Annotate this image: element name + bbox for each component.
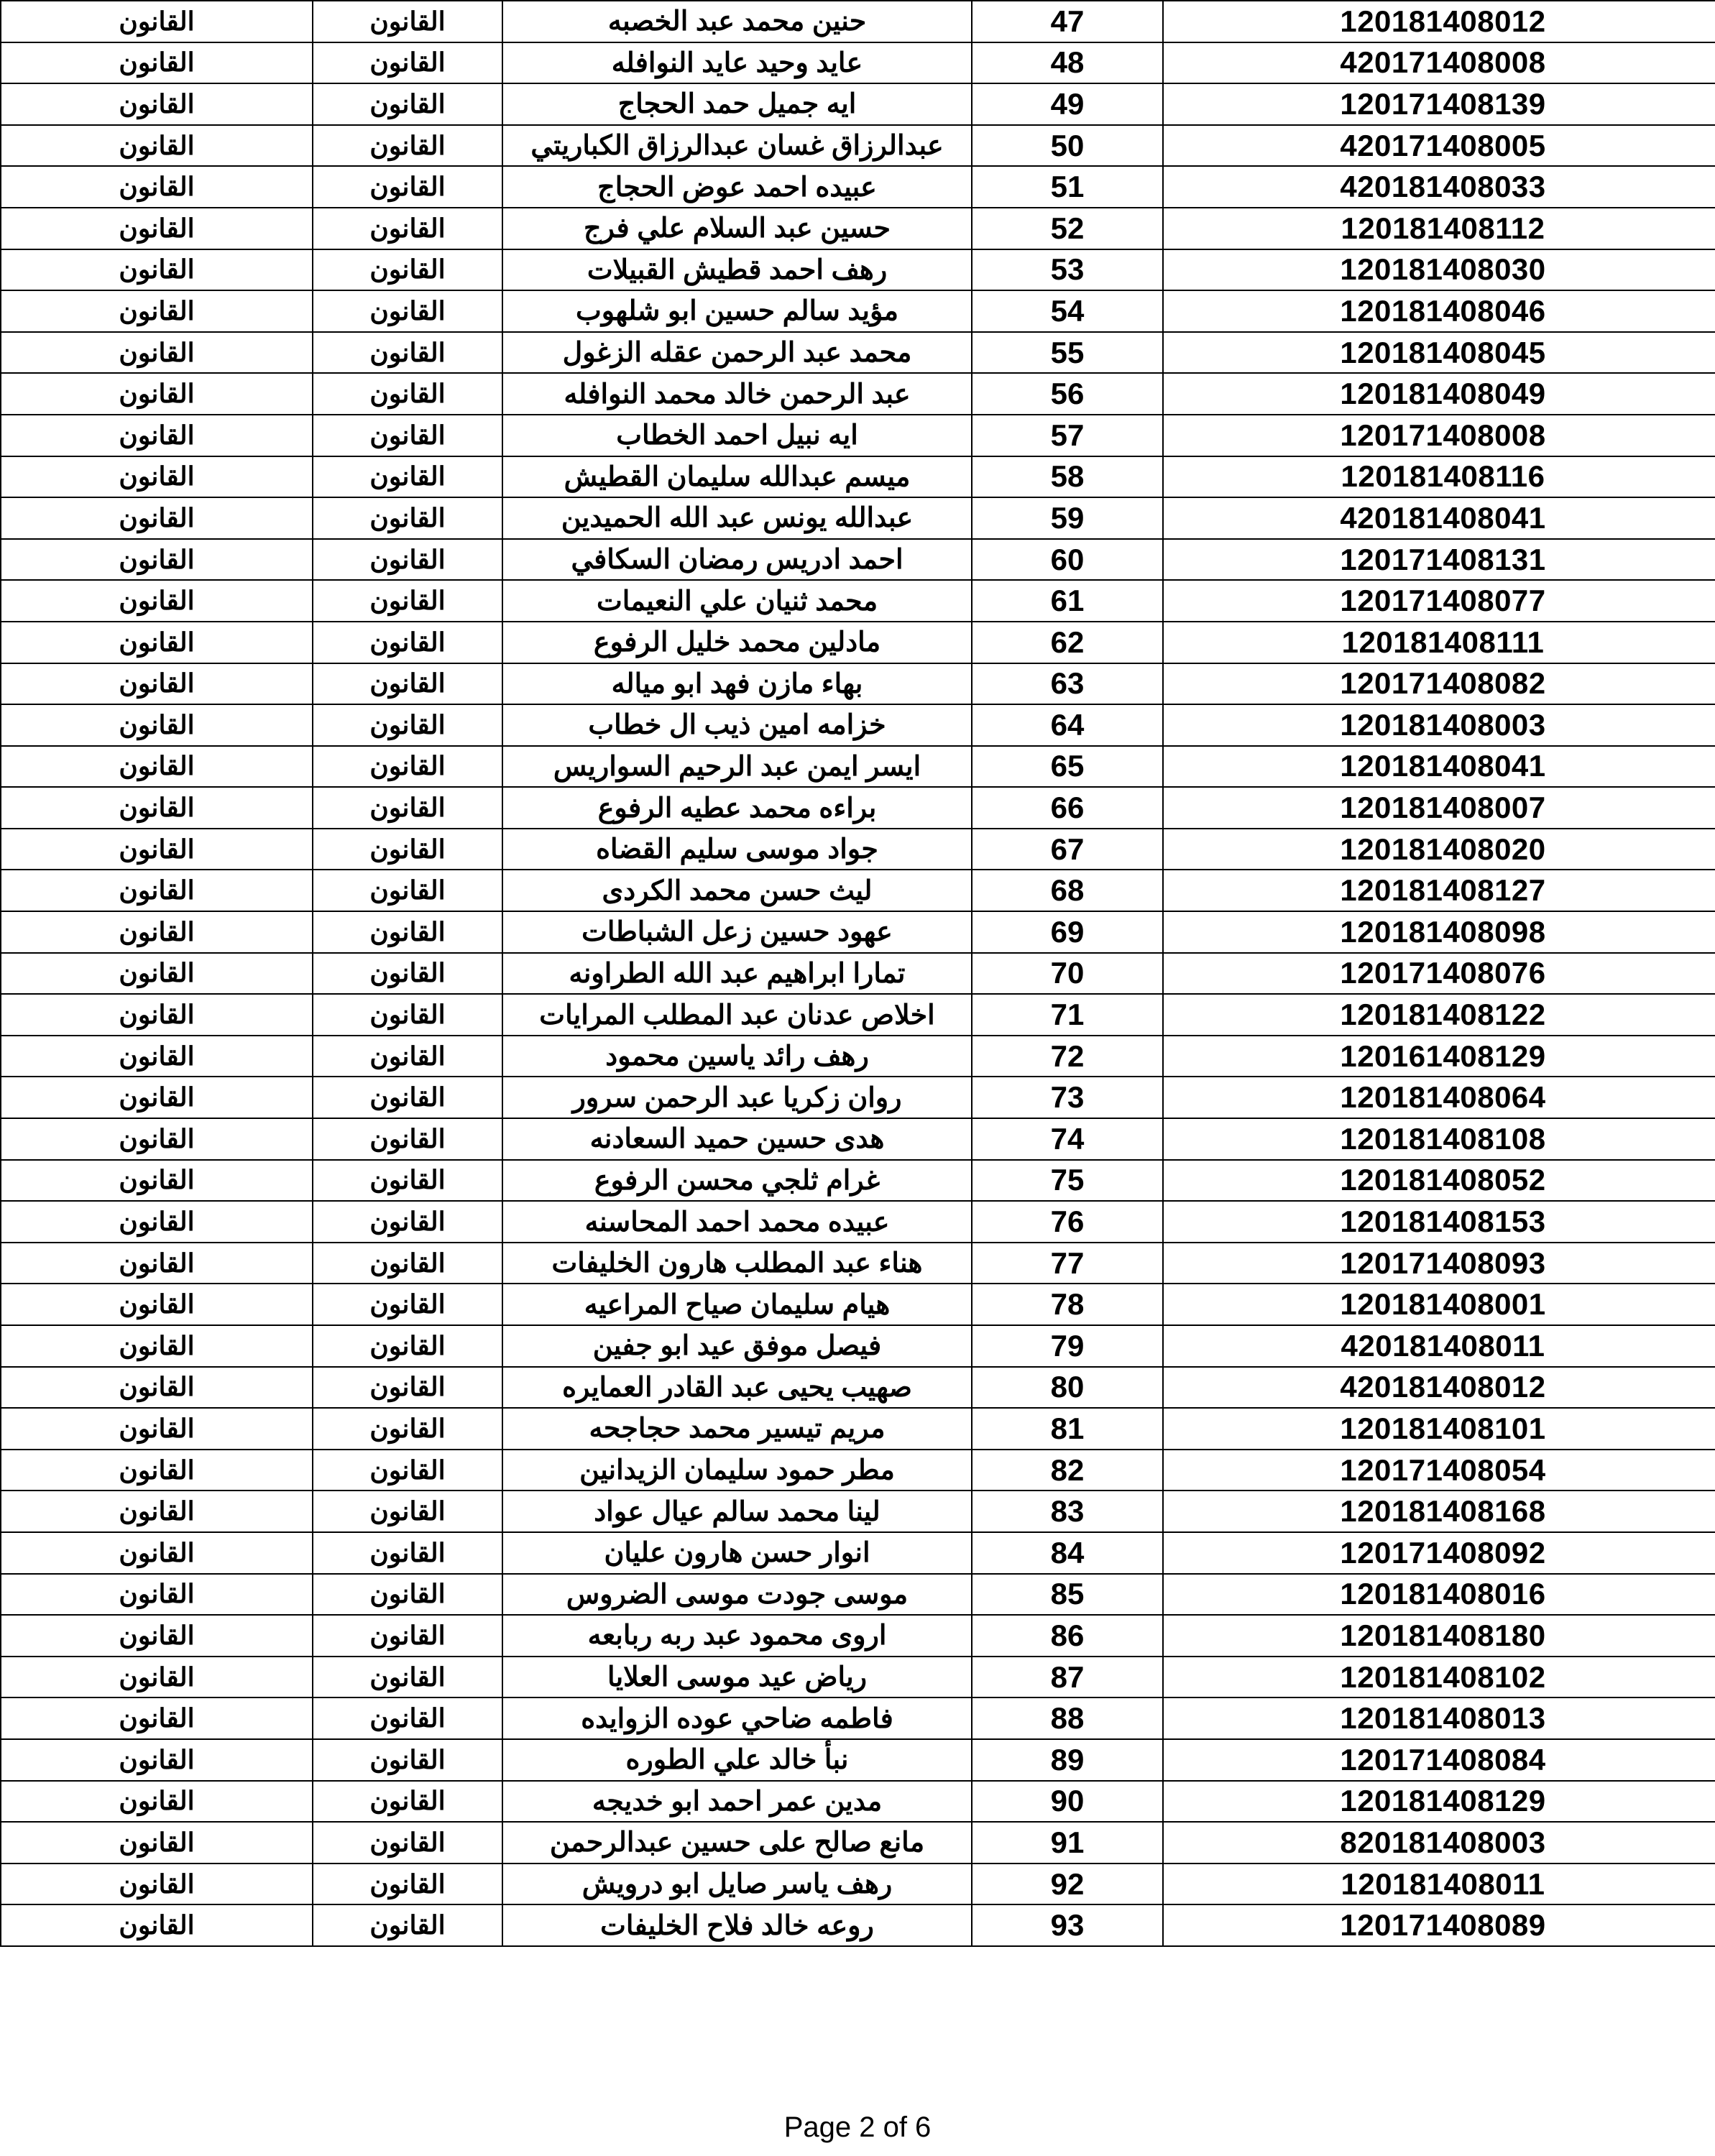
department-cell: القانون	[313, 622, 502, 663]
serial-number-cell: 58	[972, 456, 1163, 498]
table-row	[1, 415, 1715, 456]
student-id-cell: 120181408108	[1163, 1118, 1715, 1160]
department-cell: القانون	[313, 1284, 502, 1325]
student-id-cell: 420181408011	[1163, 1325, 1715, 1367]
student-name-cell: جواد موسى سليم القضاه	[502, 829, 972, 870]
section-cell: القانون	[1, 870, 313, 911]
section-cell: القانون	[1, 208, 313, 249]
table-row	[1, 1408, 1715, 1450]
table-row	[1, 290, 1715, 332]
department-cell: القانون	[313, 580, 502, 622]
student-name-cell: هناء عبد المطلب هارون الخليفات	[502, 1243, 972, 1284]
serial-number-cell: 56	[972, 373, 1163, 415]
serial-number-cell: 73	[972, 1077, 1163, 1118]
table-row	[1, 1697, 1715, 1739]
serial-number-cell: 48	[972, 42, 1163, 84]
student-name-cell: محمد ثنيان علي النعيمات	[502, 580, 972, 622]
section-cell: القانون	[1, 1657, 313, 1698]
serial-number-cell: 78	[972, 1284, 1163, 1325]
student-id-cell: 120171408076	[1163, 953, 1715, 995]
student-id-cell: 120181408045	[1163, 332, 1715, 374]
serial-number-cell: 89	[972, 1739, 1163, 1781]
serial-number-cell: 71	[972, 994, 1163, 1036]
section-cell: القانون	[1, 249, 313, 291]
table-row	[1, 1367, 1715, 1409]
serial-number-cell: 84	[972, 1532, 1163, 1574]
student-id-cell: 120171408077	[1163, 580, 1715, 622]
table-row	[1, 787, 1715, 829]
student-id-cell: 120171408139	[1163, 83, 1715, 125]
table-row	[1, 373, 1715, 415]
student-name-cell: عهود حسين زعل الشباطات	[502, 911, 972, 953]
section-cell: القانون	[1, 1532, 313, 1574]
serial-number-cell: 82	[972, 1450, 1163, 1491]
serial-number-cell: 65	[972, 746, 1163, 788]
student-id-cell: 120181408129	[1163, 1781, 1715, 1823]
section-cell: القانون	[1, 497, 313, 539]
table-row	[1, 1, 1715, 42]
student-name-cell: عبيده محمد احمد المحاسنه	[502, 1201, 972, 1243]
serial-number-cell: 55	[972, 332, 1163, 374]
serial-number-cell: 77	[972, 1243, 1163, 1284]
student-id-cell: 120181408180	[1163, 1615, 1715, 1657]
student-name-cell: عبدالله يونس عبد الله الحميدين	[502, 497, 972, 539]
student-name-cell: رهف رائد ياسين محمود	[502, 1036, 972, 1077]
department-cell: القانون	[313, 870, 502, 911]
student-name-cell: رهف ياسر صايل ابو درويش	[502, 1864, 972, 1905]
section-cell: القانون	[1, 704, 313, 746]
department-cell: القانون	[313, 1077, 502, 1118]
table-row	[1, 539, 1715, 581]
department-cell: القانون	[313, 1697, 502, 1739]
section-cell: القانون	[1, 829, 313, 870]
section-cell: القانون	[1, 1160, 313, 1202]
table-row	[1, 332, 1715, 374]
student-name-cell: مادلين محمد خليل الرفوع	[502, 622, 972, 663]
student-id-cell: 120181408012	[1163, 1, 1715, 42]
section-cell: القانون	[1, 332, 313, 374]
student-name-cell: مانع صالح على حسين عبدالرحمن	[502, 1822, 972, 1864]
department-cell: القانون	[313, 415, 502, 456]
department-cell: القانون	[313, 1574, 502, 1616]
student-name-cell: حنين محمد عبد الخصبه	[502, 1, 972, 42]
student-name-cell: ايسر ايمن عبد الرحيم السواريس	[502, 746, 972, 788]
student-name-cell: فاطمه ضاحي عوده الزوايده	[502, 1697, 972, 1739]
student-name-cell: مدين عمر احمد ابو خديجه	[502, 1781, 972, 1823]
student-name-cell: رياض عيد موسى العلايا	[502, 1657, 972, 1698]
department-cell: القانون	[313, 1367, 502, 1409]
department-cell: القانون	[313, 1781, 502, 1823]
department-cell: القانون	[313, 1408, 502, 1450]
student-id-cell: 120181408046	[1163, 290, 1715, 332]
student-id-cell: 120171408084	[1163, 1739, 1715, 1781]
student-name-cell: نبأ خالد علي الطوره	[502, 1739, 972, 1781]
section-cell: القانون	[1, 1491, 313, 1532]
serial-number-cell: 66	[972, 787, 1163, 829]
section-cell: القانون	[1, 1450, 313, 1491]
table-row	[1, 746, 1715, 788]
table-row	[1, 1532, 1715, 1574]
table-row	[1, 953, 1715, 995]
serial-number-cell: 75	[972, 1160, 1163, 1202]
serial-number-cell: 51	[972, 166, 1163, 208]
section-cell: القانون	[1, 746, 313, 788]
student-name-cell: بهاء مازن فهد ابو مياله	[502, 663, 972, 705]
student-name-cell: ميسم عبدالله سليمان القطيش	[502, 456, 972, 498]
section-cell: القانون	[1, 1367, 313, 1409]
section-cell: القانون	[1, 787, 313, 829]
table-row	[1, 42, 1715, 84]
section-cell: القانون	[1, 1822, 313, 1864]
table-row	[1, 1864, 1715, 1905]
section-cell: القانون	[1, 1781, 313, 1823]
serial-number-cell: 62	[972, 622, 1163, 663]
serial-number-cell: 69	[972, 911, 1163, 953]
student-name-cell: مريم تيسير محمد حجاجحه	[502, 1408, 972, 1450]
student-name-cell: محمد عبد الرحمن عقله الزغول	[502, 332, 972, 374]
student-id-cell: 120181408112	[1163, 208, 1715, 249]
table-row	[1, 580, 1715, 622]
department-cell: القانون	[313, 911, 502, 953]
department-cell: القانون	[313, 166, 502, 208]
table-row	[1, 1491, 1715, 1532]
section-cell: القانون	[1, 994, 313, 1036]
student-name-cell: حسين عبد السلام علي فرج	[502, 208, 972, 249]
student-id-cell: 120181408064	[1163, 1077, 1715, 1118]
student-name-cell: تمارا ابراهيم عبد الله الطراونه	[502, 953, 972, 995]
student-id-cell: 120181408052	[1163, 1160, 1715, 1202]
department-cell: القانون	[313, 1739, 502, 1781]
student-id-cell: 120181408116	[1163, 456, 1715, 498]
roster-table-body	[1, 1, 1715, 1946]
department-cell: القانون	[313, 373, 502, 415]
section-cell: القانون	[1, 166, 313, 208]
section-cell: القانون	[1, 1036, 313, 1077]
student-name-cell: عايد وحيد عايد النوافله	[502, 42, 972, 84]
student-id-cell: 420171408008	[1163, 42, 1715, 84]
department-cell: القانون	[313, 1118, 502, 1160]
student-name-cell: صهيب يحيى عبد القادر العمايره	[502, 1367, 972, 1409]
department-cell: القانون	[313, 1657, 502, 1698]
serial-number-cell: 53	[972, 249, 1163, 291]
student-id-cell: 120181408101	[1163, 1408, 1715, 1450]
serial-number-cell: 86	[972, 1615, 1163, 1657]
table-row	[1, 1657, 1715, 1698]
section-cell: القانون	[1, 1243, 313, 1284]
section-cell: القانون	[1, 1864, 313, 1905]
student-name-cell: فيصل موفق عيد ابو جفين	[502, 1325, 972, 1367]
department-cell: القانون	[313, 1325, 502, 1367]
student-id-cell: 120171408092	[1163, 1532, 1715, 1574]
serial-number-cell: 93	[972, 1904, 1163, 1946]
student-id-cell: 120181408003	[1163, 704, 1715, 746]
student-id-cell: 120181408102	[1163, 1657, 1715, 1698]
student-id-cell: 820181408003	[1163, 1822, 1715, 1864]
department-cell: القانون	[313, 1822, 502, 1864]
section-cell: القانون	[1, 1408, 313, 1450]
student-name-cell: موسى جودت موسى الضروس	[502, 1574, 972, 1616]
section-cell: القانون	[1, 911, 313, 953]
section-cell: القانون	[1, 539, 313, 581]
department-cell: القانون	[313, 249, 502, 291]
section-cell: القانون	[1, 580, 313, 622]
section-cell: القانون	[1, 373, 313, 415]
student-name-cell: ايه نبيل احمد الخطاب	[502, 415, 972, 456]
table-row	[1, 1036, 1715, 1077]
section-cell: القانون	[1, 125, 313, 167]
student-name-cell: انوار حسن هارون عليان	[502, 1532, 972, 1574]
department-cell: القانون	[313, 1, 502, 42]
student-name-cell: ايه جميل حمد الحجاج	[502, 83, 972, 125]
table-row	[1, 1284, 1715, 1325]
student-id-cell: 120181408127	[1163, 870, 1715, 911]
student-name-cell: ليث حسن محمد الكردى	[502, 870, 972, 911]
student-id-cell: 420181408033	[1163, 166, 1715, 208]
serial-number-cell: 67	[972, 829, 1163, 870]
table-row	[1, 166, 1715, 208]
section-cell: القانون	[1, 1, 313, 42]
section-cell: القانون	[1, 1077, 313, 1118]
section-cell: القانون	[1, 42, 313, 84]
table-row	[1, 1822, 1715, 1864]
table-row	[1, 125, 1715, 167]
serial-number-cell: 76	[972, 1201, 1163, 1243]
student-id-cell: 120171408008	[1163, 415, 1715, 456]
serial-number-cell: 57	[972, 415, 1163, 456]
department-cell: القانون	[313, 1615, 502, 1657]
department-cell: القانون	[313, 1243, 502, 1284]
department-cell: القانون	[313, 83, 502, 125]
student-name-cell: اروى محمود عبد ربه ربابعه	[502, 1615, 972, 1657]
table-row	[1, 1201, 1715, 1243]
section-cell: القانون	[1, 622, 313, 663]
serial-number-cell: 87	[972, 1657, 1163, 1698]
section-cell: القانون	[1, 1904, 313, 1946]
section-cell: القانون	[1, 953, 313, 995]
serial-number-cell: 85	[972, 1574, 1163, 1616]
department-cell: القانون	[313, 1201, 502, 1243]
student-id-cell: 420181408041	[1163, 497, 1715, 539]
student-name-cell: هدى حسين حميد السعادنه	[502, 1118, 972, 1160]
student-id-cell: 120181408122	[1163, 994, 1715, 1036]
serial-number-cell: 50	[972, 125, 1163, 167]
department-cell: القانون	[313, 125, 502, 167]
table-row	[1, 1450, 1715, 1491]
table-row	[1, 1077, 1715, 1118]
student-id-cell: 120181408049	[1163, 373, 1715, 415]
department-cell: القانون	[313, 456, 502, 498]
student-id-cell: 120181408041	[1163, 746, 1715, 788]
serial-number-cell: 63	[972, 663, 1163, 705]
student-id-cell: 120181408011	[1163, 1864, 1715, 1905]
section-cell: القانون	[1, 1284, 313, 1325]
student-id-cell: 120181408098	[1163, 911, 1715, 953]
student-name-cell: مطر حمود سليمان الزيدانين	[502, 1450, 972, 1491]
department-cell: القانون	[313, 953, 502, 995]
student-name-cell: عبد الرحمن خالد محمد النوافله	[502, 373, 972, 415]
department-cell: القانون	[313, 497, 502, 539]
section-cell: القانون	[1, 456, 313, 498]
section-cell: القانون	[1, 1118, 313, 1160]
serial-number-cell: 83	[972, 1491, 1163, 1532]
student-id-cell: 120171408131	[1163, 539, 1715, 581]
section-cell: القانون	[1, 663, 313, 705]
table-row	[1, 622, 1715, 663]
serial-number-cell: 60	[972, 539, 1163, 581]
table-row	[1, 870, 1715, 911]
student-name-cell: روان زكريا عبد الرحمن سرور	[502, 1077, 972, 1118]
table-row	[1, 1739, 1715, 1781]
section-cell: القانون	[1, 1697, 313, 1739]
section-cell: القانون	[1, 290, 313, 332]
student-id-cell: 120181408020	[1163, 829, 1715, 870]
student-id-cell: 120181408007	[1163, 787, 1715, 829]
department-cell: القانون	[313, 1450, 502, 1491]
table-row	[1, 1781, 1715, 1823]
department-cell: القانون	[313, 1864, 502, 1905]
student-name-cell: رهف احمد قطيش القبيلات	[502, 249, 972, 291]
student-id-cell: 120181408013	[1163, 1697, 1715, 1739]
serial-number-cell: 64	[972, 704, 1163, 746]
serial-number-cell: 59	[972, 497, 1163, 539]
serial-number-cell: 88	[972, 1697, 1163, 1739]
department-cell: القانون	[313, 1532, 502, 1574]
student-id-cell: 120171408054	[1163, 1450, 1715, 1491]
student-id-cell: 120171408082	[1163, 663, 1715, 705]
serial-number-cell: 61	[972, 580, 1163, 622]
student-name-cell: اخلاص عدنان عبد المطلب المرايات	[502, 994, 972, 1036]
page-indicator: Page 2 of 6	[783, 2111, 932, 2143]
table-row	[1, 1574, 1715, 1616]
student-name-cell: احمد ادريس رمضان السكافي	[502, 539, 972, 581]
serial-number-cell: 90	[972, 1781, 1163, 1823]
student-name-cell: مؤيد سالم حسين ابو شلهوب	[502, 290, 972, 332]
serial-number-cell: 91	[972, 1822, 1163, 1864]
serial-number-cell: 92	[972, 1864, 1163, 1905]
department-cell: القانون	[313, 787, 502, 829]
table-row	[1, 497, 1715, 539]
student-id-cell: 120171408093	[1163, 1243, 1715, 1284]
table-row	[1, 704, 1715, 746]
table-row	[1, 83, 1715, 125]
student-id-cell: 120171408089	[1163, 1904, 1715, 1946]
student-id-cell: 120181408016	[1163, 1574, 1715, 1616]
serial-number-cell: 79	[972, 1325, 1163, 1367]
section-cell: القانون	[1, 1201, 313, 1243]
department-cell: القانون	[313, 829, 502, 870]
department-cell: القانون	[313, 42, 502, 84]
table-row	[1, 208, 1715, 249]
department-cell: القانون	[313, 332, 502, 374]
student-id-cell: 120181408168	[1163, 1491, 1715, 1532]
table-row	[1, 829, 1715, 870]
student-id-cell: 120181408111	[1163, 622, 1715, 663]
table-row	[1, 1118, 1715, 1160]
section-cell: القانون	[1, 1574, 313, 1616]
student-name-cell: هيام سليمان صياح المراعيه	[502, 1284, 972, 1325]
department-cell: القانون	[313, 290, 502, 332]
student-name-cell: خزامه امين ذيب ال خطاب	[502, 704, 972, 746]
table-row	[1, 1160, 1715, 1202]
student-id-cell: 120181408030	[1163, 249, 1715, 291]
student-id-cell: 120181408153	[1163, 1201, 1715, 1243]
section-cell: القانون	[1, 1325, 313, 1367]
table-row	[1, 1325, 1715, 1367]
serial-number-cell: 68	[972, 870, 1163, 911]
table-row	[1, 994, 1715, 1036]
serial-number-cell: 52	[972, 208, 1163, 249]
table-row	[1, 249, 1715, 291]
serial-number-cell: 47	[972, 1, 1163, 42]
table-row	[1, 1615, 1715, 1657]
serial-number-cell: 81	[972, 1408, 1163, 1450]
student-name-cell: لينا محمد سالم عيال عواد	[502, 1491, 972, 1532]
student-id-cell: 420171408005	[1163, 125, 1715, 167]
department-cell: القانون	[313, 208, 502, 249]
student-id-cell: 120161408129	[1163, 1036, 1715, 1077]
student-name-cell: غرام ثلجي محسن الرفوع	[502, 1160, 972, 1202]
serial-number-cell: 49	[972, 83, 1163, 125]
student-name-cell: عبيده احمد عوض الحجاج	[502, 166, 972, 208]
department-cell: القانون	[313, 994, 502, 1036]
serial-number-cell: 80	[972, 1367, 1163, 1409]
section-cell: القانون	[1, 83, 313, 125]
department-cell: القانون	[313, 704, 502, 746]
table-row	[1, 663, 1715, 705]
department-cell: القانون	[313, 746, 502, 788]
table-row	[1, 456, 1715, 498]
serial-number-cell: 74	[972, 1118, 1163, 1160]
department-cell: القانون	[313, 1160, 502, 1202]
student-name-cell: عبدالرزاق غسان عبدالرزاق الكباريتي	[502, 125, 972, 167]
table-row	[1, 1904, 1715, 1946]
section-cell: القانون	[1, 1739, 313, 1781]
department-cell: القانون	[313, 1904, 502, 1946]
serial-number-cell: 72	[972, 1036, 1163, 1077]
student-name-cell: روعه خالد فلاح الخليفات	[502, 1904, 972, 1946]
student-id-cell: 120181408001	[1163, 1284, 1715, 1325]
department-cell: القانون	[313, 539, 502, 581]
section-cell: القانون	[1, 415, 313, 456]
serial-number-cell: 54	[972, 290, 1163, 332]
student-name-cell: براءه محمد عطيه الرفوع	[502, 787, 972, 829]
department-cell: القانون	[313, 1036, 502, 1077]
serial-number-cell: 70	[972, 953, 1163, 995]
department-cell: القانون	[313, 1491, 502, 1532]
student-id-cell: 420181408012	[1163, 1367, 1715, 1409]
department-cell: القانون	[313, 663, 502, 705]
table-row	[1, 1243, 1715, 1284]
table-row	[1, 911, 1715, 953]
section-cell: القانون	[1, 1615, 313, 1657]
